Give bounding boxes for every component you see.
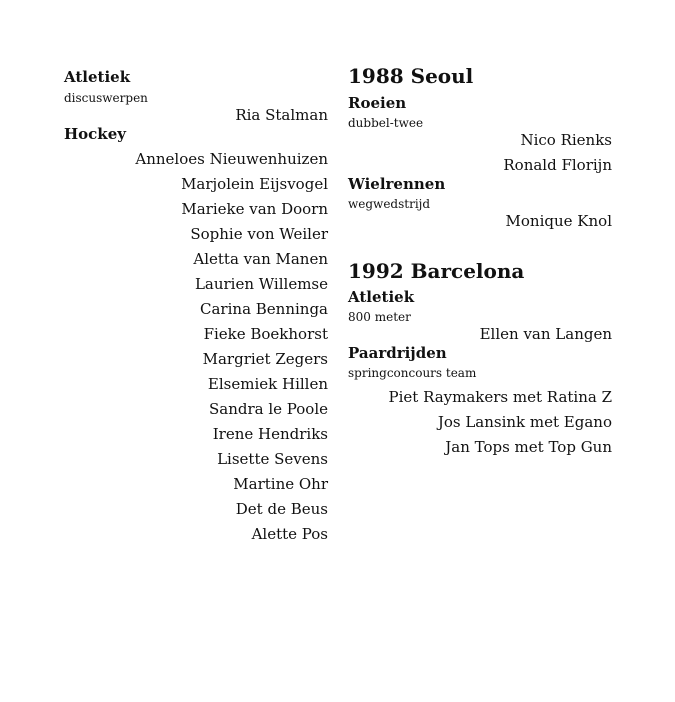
athlete-name: Carina Benninga — [200, 300, 328, 318]
athlete-name: Ellen van Langen — [479, 325, 612, 343]
sport-heading: Atletiek — [64, 68, 131, 86]
event-label: 800 meter — [348, 310, 411, 324]
athlete-name: Irene Hendriks — [212, 425, 328, 443]
athlete-name: Nico Rienks — [520, 131, 612, 149]
sport-heading: Roeien — [348, 94, 407, 112]
athlete-name: Marieke van Doorn — [181, 200, 328, 218]
athlete-name: Ronald Florijn — [503, 156, 612, 174]
athlete-name: Sophie von Weiler — [190, 225, 328, 243]
event-label: dubbel-twee — [348, 116, 424, 130]
athlete-name: Elsemiek Hillen — [207, 375, 328, 393]
athlete-name: Anneloes Nieuwenhuizen — [135, 150, 328, 168]
sport-heading: Paardrijden — [348, 344, 447, 362]
athlete-name: Alette Pos — [251, 525, 328, 543]
athlete-name: Monique Knol — [505, 212, 612, 230]
event-label: springconcours team — [348, 366, 477, 380]
athlete-name: Ria Stalman — [235, 106, 328, 124]
event-label: discuswerpen — [64, 91, 148, 105]
athlete-name: Laurien Willemse — [194, 275, 328, 293]
athlete-name: Lisette Sevens — [217, 450, 328, 468]
athlete-name: Det de Beus — [235, 500, 328, 518]
sport-heading: Hockey — [64, 125, 126, 143]
sport-heading: Atletiek — [348, 288, 415, 306]
games-title: 1992 Barcelona — [348, 259, 525, 283]
athlete-name: Sandra le Poole — [208, 400, 328, 418]
games-title: 1988 Seoul — [348, 64, 474, 88]
athlete-name: Margriet Zegers — [202, 350, 328, 368]
athlete-name: Jan Tops met Top Gun — [445, 438, 612, 456]
athlete-name: Marjolein Eijsvogel — [181, 175, 328, 193]
athlete-name: Jos Lansink met Egano — [437, 413, 612, 431]
athlete-name: Martine Ohr — [233, 475, 328, 493]
event-label: wegwedstrijd — [348, 197, 431, 211]
athlete-name: Aletta van Manen — [193, 250, 328, 268]
athlete-name: Piet Raymakers met Ratina Z — [388, 388, 612, 406]
sport-heading: Wielrennen — [348, 175, 446, 193]
athlete-name: Fieke Boekhorst — [203, 325, 328, 343]
